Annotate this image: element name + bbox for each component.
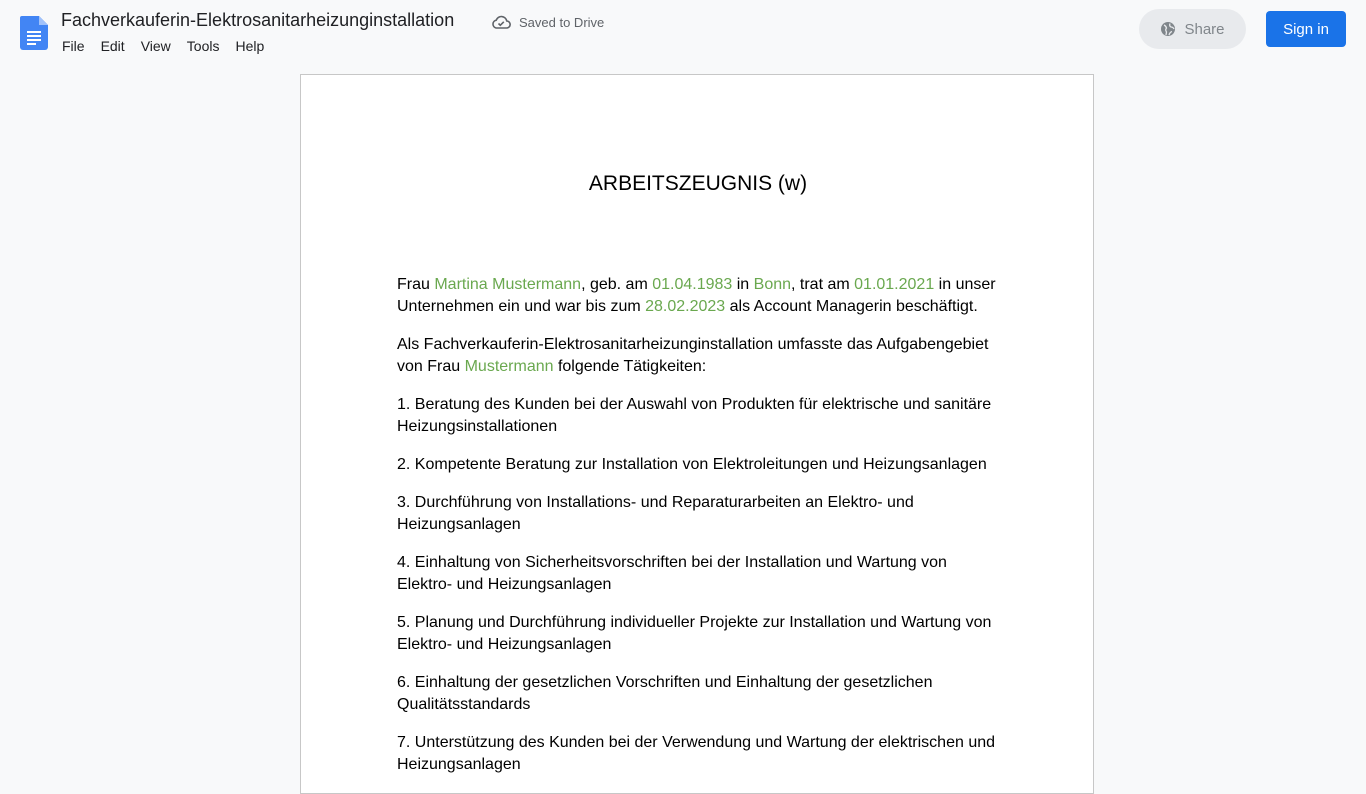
intro-paragraph bbox=[397, 274, 997, 318]
text-run: in unser Unternehmen ein und war bis zum bbox=[397, 276, 996, 315]
cloud-saved-icon bbox=[491, 14, 511, 30]
text-run: , trat am bbox=[791, 276, 855, 293]
docs-header bbox=[0, 0, 1366, 62]
text-run: , geb. am bbox=[581, 276, 653, 293]
document-title[interactable]: Fachverkauferin-Elektrosanitarheizunginstallation bbox=[61, 10, 455, 30]
menu-help[interactable]: Help bbox=[235, 38, 265, 54]
end-date: 28.02.2023 bbox=[645, 298, 726, 315]
globe-icon bbox=[1160, 21, 1176, 37]
start-date: 01.01.2021 bbox=[854, 276, 935, 293]
birth-city: Bonn bbox=[753, 276, 792, 293]
duty-item: 6. Einhaltung der gesetzlichen Vorschriften und Einhaltung der gesetzlichen Qualitätsstandards bbox=[397, 674, 933, 713]
text-run: folgende Tätigkeiten: bbox=[553, 358, 707, 375]
save-status-text: Saved to Drive bbox=[519, 14, 605, 30]
employee-surname: Mustermann bbox=[464, 358, 554, 375]
share-label: Share bbox=[1184, 20, 1225, 38]
birth-date: 01.04.1983 bbox=[652, 276, 733, 293]
duty-item: 2. Kompetente Beratung zur Installation von Elektroleitungen und Heizungsanlagen bbox=[397, 456, 987, 473]
duty-item: 5. Planung und Durchführung individueller Projekte zur Installation und Wartung von Elektro- und Heizungsanlagen bbox=[397, 614, 992, 653]
duties-intro-paragraph bbox=[397, 334, 997, 378]
document-heading: ARBEITSZEUGNIS (w) bbox=[588, 172, 808, 195]
document-body bbox=[397, 274, 997, 792]
duty-item: 7. Unterstützung des Kunden bei der Verwendung und Wartung der elektrischen und Heizungsanlagen bbox=[397, 734, 996, 773]
sign-in-button[interactable]: Sign in bbox=[1266, 11, 1346, 47]
employee-name: Martina Mustermann bbox=[434, 276, 582, 293]
menu-view[interactable]: View bbox=[140, 38, 171, 54]
menu-tools[interactable]: Tools bbox=[186, 38, 220, 54]
document-page[interactable] bbox=[300, 74, 1094, 794]
text-run: als Account Managerin beschäftigt. bbox=[725, 298, 978, 315]
google-docs-icon[interactable] bbox=[20, 16, 48, 50]
menu-bar bbox=[62, 37, 264, 55]
text-run: Frau bbox=[397, 276, 435, 293]
duty-item: 4. Einhaltung von Sicherheitsvorschriften bei der Installation und Wartung von Elektro- und Heizungsanlagen bbox=[397, 554, 947, 593]
text-run: in bbox=[732, 276, 754, 293]
menu-edit[interactable]: Edit bbox=[100, 38, 125, 54]
save-status[interactable] bbox=[491, 14, 604, 30]
text-run: Als Fachverkauferin-Elektrosanitarheizunginstallation umfasste das Aufgabengebiet von Frau bbox=[397, 336, 989, 375]
share-button[interactable] bbox=[1139, 9, 1246, 49]
menu-file[interactable]: File bbox=[62, 38, 85, 54]
duty-item: 1. Beratung des Kunden bei der Auswahl von Produkten für elektrische und sanitäre Heizungsinstallationen bbox=[397, 396, 992, 435]
duty-item: 3. Durchführung von Installations- und Reparaturarbeiten an Elektro- und Heizungsanlagen bbox=[397, 494, 914, 533]
